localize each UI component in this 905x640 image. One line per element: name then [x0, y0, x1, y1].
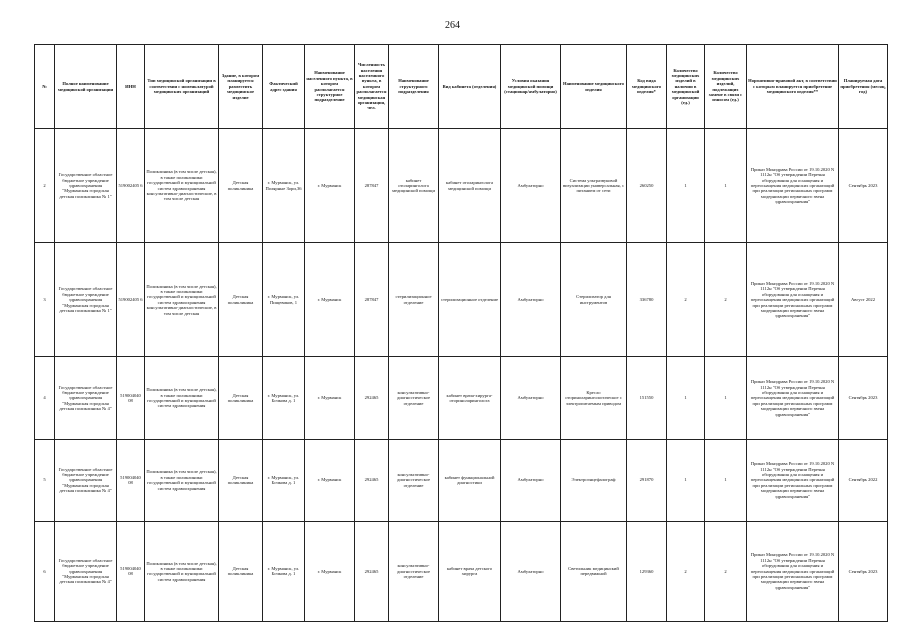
table-cell: 3	[35, 243, 55, 357]
table-cell: Детская поликлиника	[219, 357, 263, 439]
table-cell: Государственное областное бюджетное учреждение здравоохранения "Мурманская городская детская поликлиника № 4"	[55, 357, 117, 439]
table-cell: кабинет врача-хирурга-оториноларинголога	[439, 357, 501, 439]
table-cell: г. Мурманск, ул. Полярные Зори,36	[263, 129, 305, 243]
table-cell: Амбулаторно	[501, 357, 561, 439]
table-cell: г. Мурманск	[305, 129, 355, 243]
table-cell: Август 2022	[839, 243, 888, 357]
table-cell: 1	[705, 129, 747, 243]
table-cell: г. Мурманск	[305, 439, 355, 521]
header-cell: Планируемая дата приобретения (месяц, год)	[839, 45, 888, 129]
table-cell: г. Мурманск	[305, 243, 355, 357]
table-cell: Сентябрь 2023	[839, 129, 888, 243]
header-cell: Фактический адрес здания	[263, 45, 305, 129]
table-row	[35, 357, 888, 439]
header-cell: Количество медицинских изделий в наличии в медицинской организации (ед.)	[667, 45, 705, 129]
table-cell: Амбулаторно	[501, 243, 561, 357]
table-cell: 519004040 08	[117, 521, 145, 621]
table-cell: Приказ Минздрава России от 19.10.2020 N 1112н "Об утверждении Перечня оборудования для оснащения и переоснащения медицинских организаций при реализации региональных программ модернизации первичного звена здравоохранения"	[747, 129, 839, 243]
table-cell: Детская поликлиника	[219, 129, 263, 243]
header-cell: Количество медицинских изделий, подлежащих замене в связи с износом (ед.)	[705, 45, 747, 129]
header-cell: Наименование структурного подразделения	[389, 45, 439, 129]
table-cell: Амбулаторно	[501, 521, 561, 621]
table-cell: Приказ Минздрава России от 19.10.2020 N 1112н "Об утверждении Перечня оборудования для оснащения и переоснащения медицинских организаций при реализации региональных программ модернизации первичного звена здравоохранения"	[747, 521, 839, 621]
table-cell: Сентябрь 2023	[839, 521, 888, 621]
table-cell: 1	[705, 439, 747, 521]
header-cell: Код вида медицинского изделия*	[627, 45, 667, 129]
table-cell: Государственное областное бюджетное учреждение здравоохранения "Мурманская городская детская поликлиника № 4"	[55, 521, 117, 621]
table-cell: 292465	[355, 521, 389, 621]
header-cell: Вид кабинета (отделения)	[439, 45, 501, 129]
table-cell: г. Мурманск	[305, 521, 355, 621]
table-cell: консультативно-диагностическое отделение	[389, 357, 439, 439]
table-cell: 260250	[627, 129, 667, 243]
table-cell: 291870	[627, 439, 667, 521]
table-cell: Государственное областное бюджетное учреждение здравоохранения "Мурманская городская детская поликлиника № 4"	[55, 439, 117, 521]
table-cell: г. Мурманск, ул. Бочкова д. 1	[263, 521, 305, 621]
equipment-table	[34, 44, 888, 622]
table-cell: Государственное областное бюджетное учреждение здравоохранения "Мурманская городская детская поликлиника № 1"	[55, 243, 117, 357]
table-cell: 1	[667, 439, 705, 521]
table-cell: 519004040 08	[117, 439, 145, 521]
table-cell: 129360	[627, 521, 667, 621]
table-cell: 292465	[355, 439, 389, 521]
table-cell: 2	[705, 243, 747, 357]
table-cell: 4	[35, 357, 55, 439]
header-cell: ИНН	[117, 45, 145, 129]
table-cell: консультативно-диагностическое отделение	[389, 439, 439, 521]
table-cell: 287847	[355, 243, 389, 357]
table-cell: Поликлиника (в том числе детская), в также поликлиники государственной и муниципальной систем здравоохранения	[145, 439, 219, 521]
table-cell: 292465	[355, 357, 389, 439]
table-cell: 6	[35, 521, 55, 621]
table-cell: 2	[35, 129, 55, 243]
table-cell: консультативно-диагностическое отделение	[389, 521, 439, 621]
table-cell: Поликлиника (в том числе детская), в также поликлиники государственной и муниципальной систем здравоохранения	[145, 357, 219, 439]
header-cell: Полное наименование медицинской организации	[55, 45, 117, 129]
table-row	[35, 521, 888, 621]
table-cell: Поликлиника (в том числе детская), в также поликлиники государственной и муниципальной систем здравоохранения консультативно-диагностические, в том числе детская	[145, 243, 219, 357]
table-cell: Стерилизатор для инструментов	[561, 243, 627, 357]
table-cell: 336780	[627, 243, 667, 357]
table-cell: Детская поликлиника	[219, 521, 263, 621]
table-cell: 1	[667, 357, 705, 439]
table-cell: 2	[705, 521, 747, 621]
header-cell: Условия оказания медицинской помощи (стационар/амбулаторно)	[501, 45, 561, 129]
table-cell: 2	[667, 521, 705, 621]
table-cell: кабинет отоларинголога медицинской помощи	[439, 129, 501, 243]
table-cell: Светильник медицинский передвижной	[561, 521, 627, 621]
table-cell: кабинет врача детского хирурга	[439, 521, 501, 621]
table-cell: г. Мурманск	[305, 357, 355, 439]
table-cell: Государственное областное бюджетное учреждение здравоохранения "Мурманская городская детская поликлиника № 1"	[55, 129, 117, 243]
table-cell: Поликлиника (в том числе детская), в также поликлиники государственной и муниципальной систем здравоохранения консультативно-диагностические, в том числе детская	[145, 129, 219, 243]
table-cell: г. Мурманск, ул. Бочкова д. 1	[263, 357, 305, 439]
table-cell: 519002405 6	[117, 129, 145, 243]
table-cell: Приказ Минздрава России от 19.10.2020 N 1112н "Об утверждении Перечня оборудования для оснащения и переоснащения медицинских организаций при реализации региональных программ модернизации первичного звена здравоохранения"	[747, 243, 839, 357]
header-row	[35, 45, 888, 129]
table-cell: Электроэнцефалограф	[561, 439, 627, 521]
table-cell: Поликлиника (в том числе детская), в также поликлиники государственной и муниципальной систем здравоохранения	[145, 521, 219, 621]
header-cell: Здание, в котором планируется разместить медицинское изделие	[219, 45, 263, 129]
table-cell: Амбулаторно	[501, 129, 561, 243]
table-cell: 519002405 6	[117, 243, 145, 357]
table-cell: Система ультразвуковой визуализации универсальная, с питанием от сети	[561, 129, 627, 243]
table-cell: Детская поликлиника	[219, 439, 263, 521]
table-cell: 5	[35, 439, 55, 521]
table-cell: кабинет функциональной диагностики	[439, 439, 501, 521]
table-cell: 287847	[355, 129, 389, 243]
table-cell: 519004040 08	[117, 357, 145, 439]
table-cell: 2	[667, 243, 705, 357]
table-row	[35, 243, 888, 357]
table-row	[35, 439, 888, 521]
table-cell: 1	[705, 357, 747, 439]
table-cell: Сентябрь 2023	[839, 357, 888, 439]
table-cell: Амбулаторно	[501, 439, 561, 521]
header-cell: №	[35, 45, 55, 129]
header-cell: Наименование медицинского изделия	[561, 45, 627, 129]
table-cell: стерилизационное отделение	[439, 243, 501, 357]
table-cell: г. Мурманск, ул. Бочкова д. 1	[263, 439, 305, 521]
table-cell: Детская поликлиника	[219, 243, 263, 357]
table-cell: кабинет отоларинголога медицинской помощи	[389, 129, 439, 243]
header-cell: Нормативно-правовой акт, в соответствии с которым планируется приобретение медицинского изделия**	[747, 45, 839, 129]
table-cell: 151550	[627, 357, 667, 439]
table-cell: Кресло оториноларингологическое с электропитаемым приводом	[561, 357, 627, 439]
table-row	[35, 129, 888, 243]
table-cell: г. Мурманск, ул. Пищевиков, 1	[263, 243, 305, 357]
table-cell: 1	[667, 129, 705, 243]
table-cell: Приказ Минздрава России от 19.10.2020 N 1112н "Об утверждении Перечня оборудования для оснащения и переоснащения медицинских организаций при реализации региональных программ модернизации первичного звена здравоохранения"	[747, 439, 839, 521]
table-cell: Сентябрь 2022	[839, 439, 888, 521]
table-cell: стерилизационное отделение	[389, 243, 439, 357]
header-cell: Наименование населенного пункта, в котором располагается структурное подразделение	[305, 45, 355, 129]
table-cell: Приказ Минздрава России от 19.10.2020 N 1112н "Об утверждении Перечня оборудования для оснащения и переоснащения медицинских организаций при реализации региональных программ модернизации первичного звена здравоохранения"	[747, 357, 839, 439]
header-cell: Численность населения населенного пункта, в котором располагается медицинская организация, чел.	[355, 45, 389, 129]
page-number: 264	[445, 20, 460, 31]
header-cell: Тип медицинской организации в соответствии с номенклатурой медицинских организаций	[145, 45, 219, 129]
